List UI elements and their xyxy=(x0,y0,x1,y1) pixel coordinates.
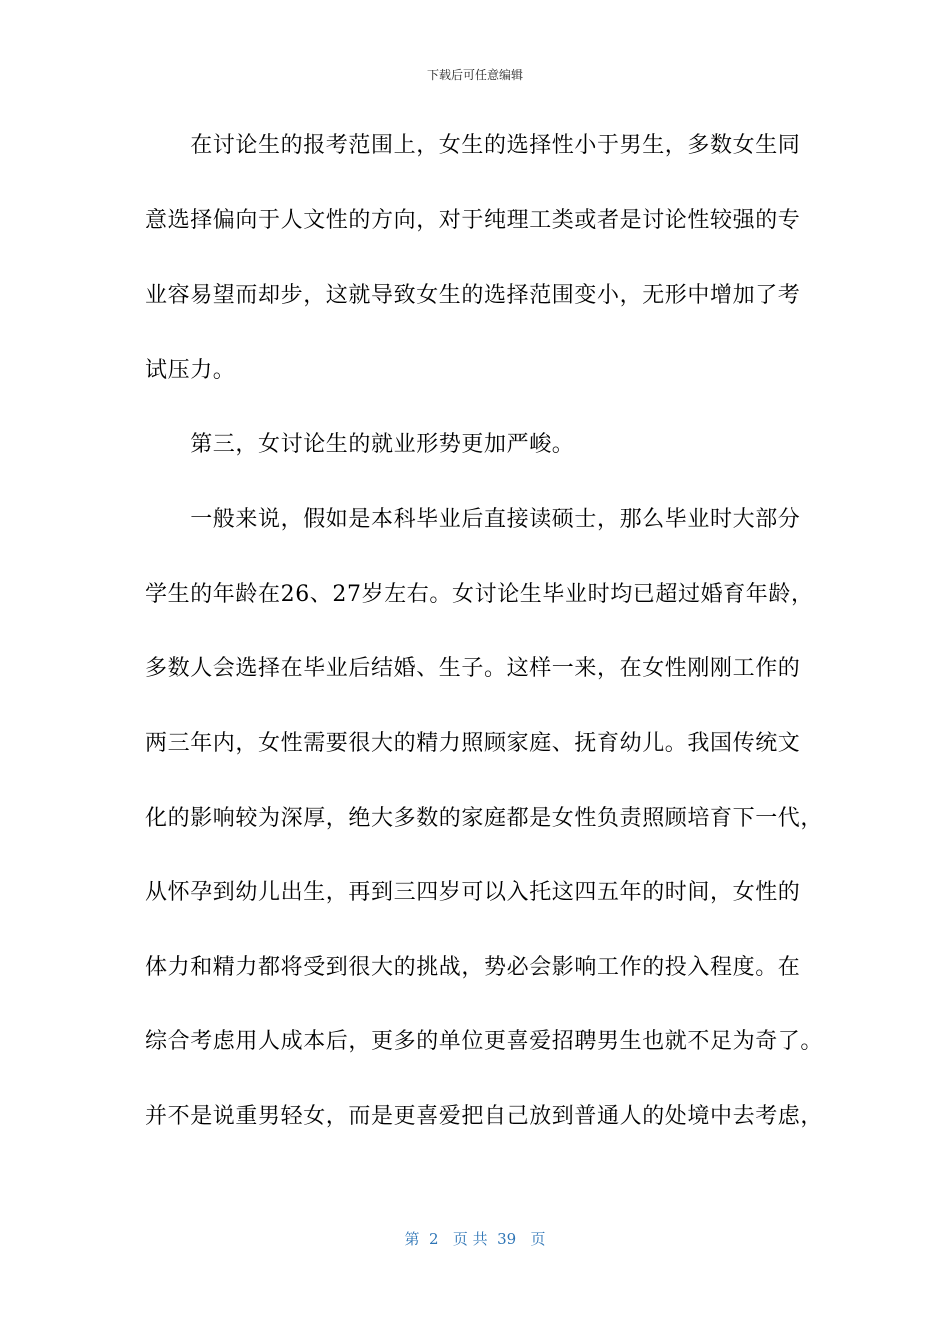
body-line-14: 并不是说重男轻女，而是更喜爱把自己放到普通人的处境中去考虑， xyxy=(145,1104,824,1129)
body-line-11: 从怀孕到幼儿出生，再到三四岁可以入托这四五年的时间，女性的 xyxy=(145,880,801,905)
body-line-9: 两三年内，女性需要很大的精力照顾家庭、抚育幼儿。我国传统文 xyxy=(145,731,801,756)
body-line-4: 试压力。 xyxy=(145,358,236,383)
page-number-footer: 第 2 页 共 39 页 xyxy=(404,1230,546,1248)
body-line-13: 综合考虑用人成本后，更多的单位更喜爱招聘男生也就不足为奇了。 xyxy=(145,1029,824,1054)
body-line-10: 化的影响较为深厚，绝大多数的家庭都是女性负责照顾培育下一代， xyxy=(145,806,824,831)
body-line-7: 学生的年龄在26、27岁左右。女讨论生毕业时均已超过婚育年龄， xyxy=(145,582,814,607)
body-line-3: 业容易望而却步，这就导致女生的选择范围变小，无形中增加了考 xyxy=(145,283,801,308)
body-line-5: 第三，女讨论生的就业形势更加严峻。 xyxy=(145,432,575,457)
body-line-2: 意选择偏向于人文性的方向，对于纯理工类或者是讨论性较强的专 xyxy=(145,208,801,233)
body-line-8: 多数人会选择在毕业后结婚、生子。这样一来，在女性刚刚工作的 xyxy=(145,656,801,681)
body-line-12: 体力和精力都将受到很大的挑战，势必会影响工作的投入程度。在 xyxy=(145,955,801,980)
body-line-1: 在讨论生的报考范围上，女生的选择性小于男生，多数女生同 xyxy=(145,133,801,158)
body-line-6: 一般来说，假如是本科毕业后直接读硕士，那么毕业时大部分 xyxy=(145,507,801,532)
page-header: 下载后可任意编辑 xyxy=(426,68,523,82)
